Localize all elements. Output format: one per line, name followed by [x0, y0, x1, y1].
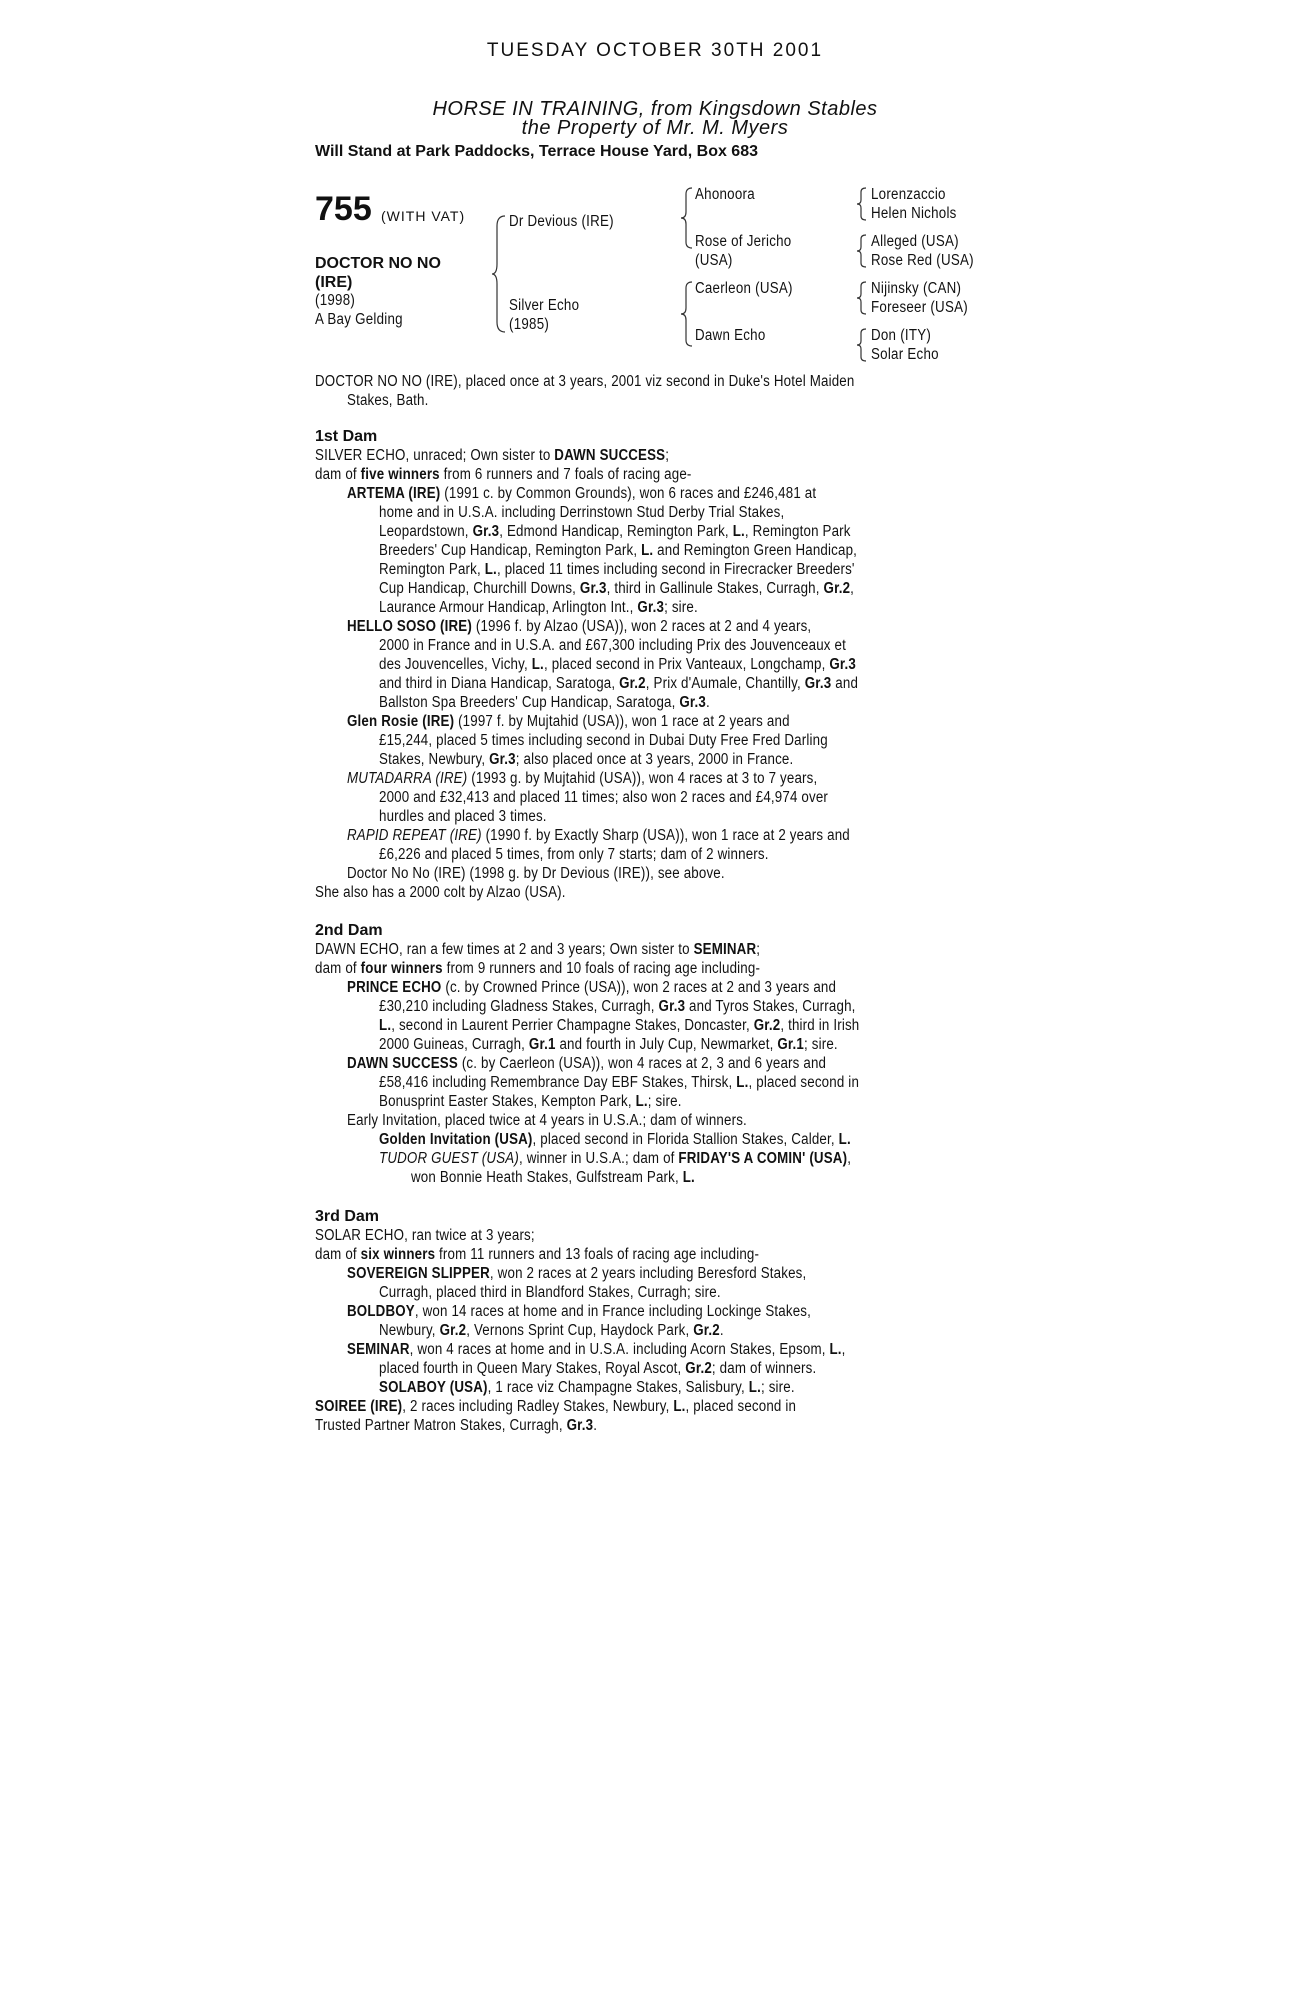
pedigree-g2: Helen Nichols	[871, 205, 957, 222]
sale-date: TUESDAY OCTOBER 30TH 2001	[486, 40, 824, 61]
pedigree-brace-g2	[856, 233, 868, 269]
summary-line-1: DOCTOR NO NO (IRE), placed once at 3 years, 2001 viz second in Duke's Hotel Maiden	[315, 373, 855, 390]
progeny-boldboy: BOLDBOY, won 14 races at home and in France including Lockinge Stakes,	[347, 1303, 812, 1320]
lot-number: 755	[315, 190, 372, 228]
pedigree-g1: Lorenzaccio	[871, 186, 946, 203]
pedigree-brace-g3	[856, 280, 868, 316]
summary-line-2: Stakes, Bath.	[347, 392, 429, 409]
progeny-glen-rosie: Glen Rosie (IRE) (1997 f. by Mujtahid (USA)), won 1 race at 2 years and	[347, 713, 790, 730]
progeny-hello-soso: HELLO SOSO (IRE) (1996 f. by Alzao (USA)), won 2 races at 2 and 4 years,	[347, 618, 812, 635]
pedigree-dam: Silver Echo	[509, 297, 580, 314]
progeny-soiree: SOIREE (IRE), 2 races including Radley Stakes, Newbury, L., placed second in	[315, 1398, 797, 1415]
also-note: She also has a 2000 colt by Alzao (USA).	[315, 884, 566, 901]
pedigree-brace-main	[491, 214, 507, 334]
progeny-golden-invitation: Golden Invitation (USA), placed second in Florida Stallion Stakes, Calder, L.	[379, 1131, 851, 1148]
horse-year: (1998)	[315, 292, 356, 309]
horse-description: A Bay Gelding	[315, 311, 403, 328]
second-dam-section: 2nd Dam DAWN ECHO, ran a few times at 2 and 3 years; Own sister to SEMINAR; dam of four winners from 9 runners and 10 foals of racing age including- PRINCE ECHO (c. by Crowned Prince (USA)), won 2 races at 2 and 3 years and £30,210 including Gladness Stakes, Curragh, Gr.3 and Tyros Stakes, Curragh, L., second in Laurent Perrier Champagne Stakes, Doncaster, Gr.2, third in Irish 2000 Guineas, Curragh, Gr.1 and fourth in July Cup, Newmarket, Gr.1; sire. DAWN SUCCESS (c. by Caerleon (USA)), won 4 races at 2, 3 and 6 years and £58,416 including Remembrance Day EBF Stakes, Thirsk, L., placed second in Bonusprint Easter Stakes, Kempton Park, L.; sire. Early Invitation, placed twice at 4 years in U.S.A.; dam of winners. Golden Invitation (USA), placed second in Florida Stallion Stakes, Calder, L. TUDOR GUEST (USA), winner in U.S.A.; dam of FRIDAY'S A COMIN' (USA), won Bonnie Heath Stakes, Gulfstream Park, L.	[315, 921, 995, 1187]
pedigree-dam-sire: Caerleon (USA)	[695, 280, 793, 297]
pedigree-g8: Solar Echo	[871, 346, 939, 363]
vat-note: (WITH VAT)	[381, 208, 466, 224]
progeny-mutadarra: MUTADARRA (IRE) (1993 g. by Mujtahid (USA)), won 4 races at 3 to 7 years,	[347, 770, 818, 787]
pedigree-g7: Don (ITY)	[871, 327, 932, 344]
first-dam-heading: 1st Dam	[315, 428, 378, 445]
pedigree-brace-dam	[680, 280, 694, 348]
progeny-sovereign-slipper: SOVEREIGN SLIPPER, won 2 races at 2 years including Beresford Stakes,	[347, 1265, 807, 1282]
pedigree-brace-sire	[680, 186, 694, 250]
horse-name-line-1: DOCTOR NO NO	[315, 255, 441, 272]
title-line-2: the Property of Mr. M. Myers	[521, 117, 789, 139]
stand-location: Will Stand at Park Paddocks, Terrace House Yard, Box 683	[315, 143, 758, 160]
progeny-prince-echo: PRINCE ECHO (c. by Crowned Prince (USA)), won 2 races at 2 and 3 years and	[347, 979, 837, 996]
pedigree-dam-dam: Dawn Echo	[695, 327, 766, 344]
progeny-early-invitation: Early Invitation, placed twice at 4 years in U.S.A.; dam of winners.	[347, 1112, 747, 1129]
third-dam-section: 3rd Dam SOLAR ECHO, ran twice at 3 years; dam of six winners from 11 runners and 13 foals of racing age including- SOVEREIGN SLIPPER, won 2 races at 2 years including Beresford Stakes, Curragh, placed third in Blandford Stakes, Curragh; sire. BOLDBOY, won 14 races at home and in France including Lockinge Stakes, Newbury, Gr.2, Vernons Sprint Cup, Haydock Park, Gr.2. SEMINAR, won 4 races at home and in U.S.A. including Acorn Stakes, Epsom, L., placed fourth in Queen Mary Stakes, Royal Ascot, Gr.2; dam of winners. SOLABOY (USA), 1 race viz Champagne Stakes, Salisbury, L.; sire. SOIREE (IRE), 2 races including Radley Stakes, Newbury, L., placed second in Trusted Partner Matron Stakes, Curragh, Gr.3.	[315, 1207, 995, 1435]
horse-name-line-2: (IRE)	[315, 274, 353, 291]
progeny-rapid-repeat: RAPID REPEAT (IRE) (1990 f. by Exactly Sharp (USA)), won 1 race at 2 years and	[347, 827, 850, 844]
race-summary	[315, 372, 995, 410]
pedigree-dam-year: (1985)	[509, 316, 550, 333]
second-dam-heading: 2nd Dam	[315, 922, 383, 939]
pedigree-sire-sire: Ahonoora	[695, 186, 755, 203]
pedigree-sire: Dr Devious (IRE)	[509, 213, 614, 230]
progeny-solaboy: SOLABOY (USA), 1 race viz Champagne Stakes, Salisbury, L.; sire.	[379, 1379, 795, 1396]
title-line-1: HORSE IN TRAINING, from Kingsdown Stables	[432, 98, 878, 120]
pedigree-g4: Rose Red (USA)	[871, 252, 974, 269]
pedigree-brace-g1	[856, 186, 868, 222]
pedigree-brace-g4	[856, 327, 868, 363]
third-dam-heading: 3rd Dam	[315, 1208, 380, 1225]
progeny-tudor-guest: TUDOR GUEST (USA), winner in U.S.A.; dam of FRIDAY'S A COMIN' (USA),	[379, 1150, 852, 1167]
progeny-doctor-no-no: Doctor No No (IRE) (1998 g. by Dr Devious (IRE)), see above.	[347, 865, 725, 882]
pedigree-g3: Alleged (USA)	[871, 233, 959, 250]
pedigree-g5: Nijinsky (CAN)	[871, 280, 962, 297]
pedigree-g6: Foreseer (USA)	[871, 299, 968, 316]
progeny-dawn-success: DAWN SUCCESS (c. by Caerleon (USA)), won 4 races at 2, 3 and 6 years and	[347, 1055, 827, 1072]
progeny-seminar: SEMINAR, won 4 races at home and in U.S.A. including Acorn Stakes, Epsom, L.,	[347, 1341, 846, 1358]
first-dam-section: 1st Dam SILVER ECHO, unraced; Own sister to DAWN SUCCESS; dam of five winners from 6 runners and 7 foals of racing age- ARTEMA (IRE) (1991 c. by Common Grounds), won 6 races and £246,481 at home and in U.S.A. including Derrinstown Stud Derby Trial Stakes, Leopardstown, Gr.3, Edmond Handicap, Remington Park, L., Remington Park Breeders' Cup Handicap, Remington Park, L. and Remington Green Handicap, Remington Park, L., placed 11 times including second in Firecracker Breeders' Cup Handicap, Churchill Downs, Gr.3, third in Gallinule Stakes, Curragh, Gr.2, Laurance Armour Handicap, Arlington Int., Gr.3; sire. HELLO SOSO (IRE) (1996 f. by Alzao (USA)), won 2 races at 2 and 4 years, 2000 in France and in U.S.A. and £67,300 including Prix des Jouvenceaux et des Jouvencelles, Vichy, L., placed second in Prix Vanteaux, Longchamp, Gr.3 and third in Diana Handicap, Saratoga, Gr.2, Prix d'Aumale, Chantilly, Gr.3 and Ballston Spa Breeders' Cup Handicap, Saratoga, Gr.3. Glen Rosie (IRE) (1997 f. by Mujtahid (USA)), won 1 race at 2 years and £15,244, placed 5 times including second in Dubai Duty Free Fred Darling Stakes, Newbury, Gr.3; also placed once at 3 years, 2000 in France. MUTADARRA (IRE) (1993 g. by Mujtahid (USA)), won 4 races at 3 to 7 years, 2000 and £32,413 and placed 11 times; also won 2 races and £4,974 over hurdles and placed 3 times. RAPID REPEAT (IRE) (1990 f. by Exactly Sharp (USA)), won 1 race at 2 years and £6,226 and placed 5 times, from only 7 starts; dam of 2 winners. Doctor No No (IRE) (1998 g. by Dr Devious (IRE)), see above. She also has a 2000 colt by Alzao (USA).	[315, 427, 995, 902]
pedigree-sire-dam-suffix: (USA)	[695, 252, 733, 269]
progeny-artema: ARTEMA (IRE) (1991 c. by Common Grounds), won 6 races and £246,481 at	[347, 485, 817, 502]
pedigree-sire-dam: Rose of Jericho	[695, 233, 792, 250]
